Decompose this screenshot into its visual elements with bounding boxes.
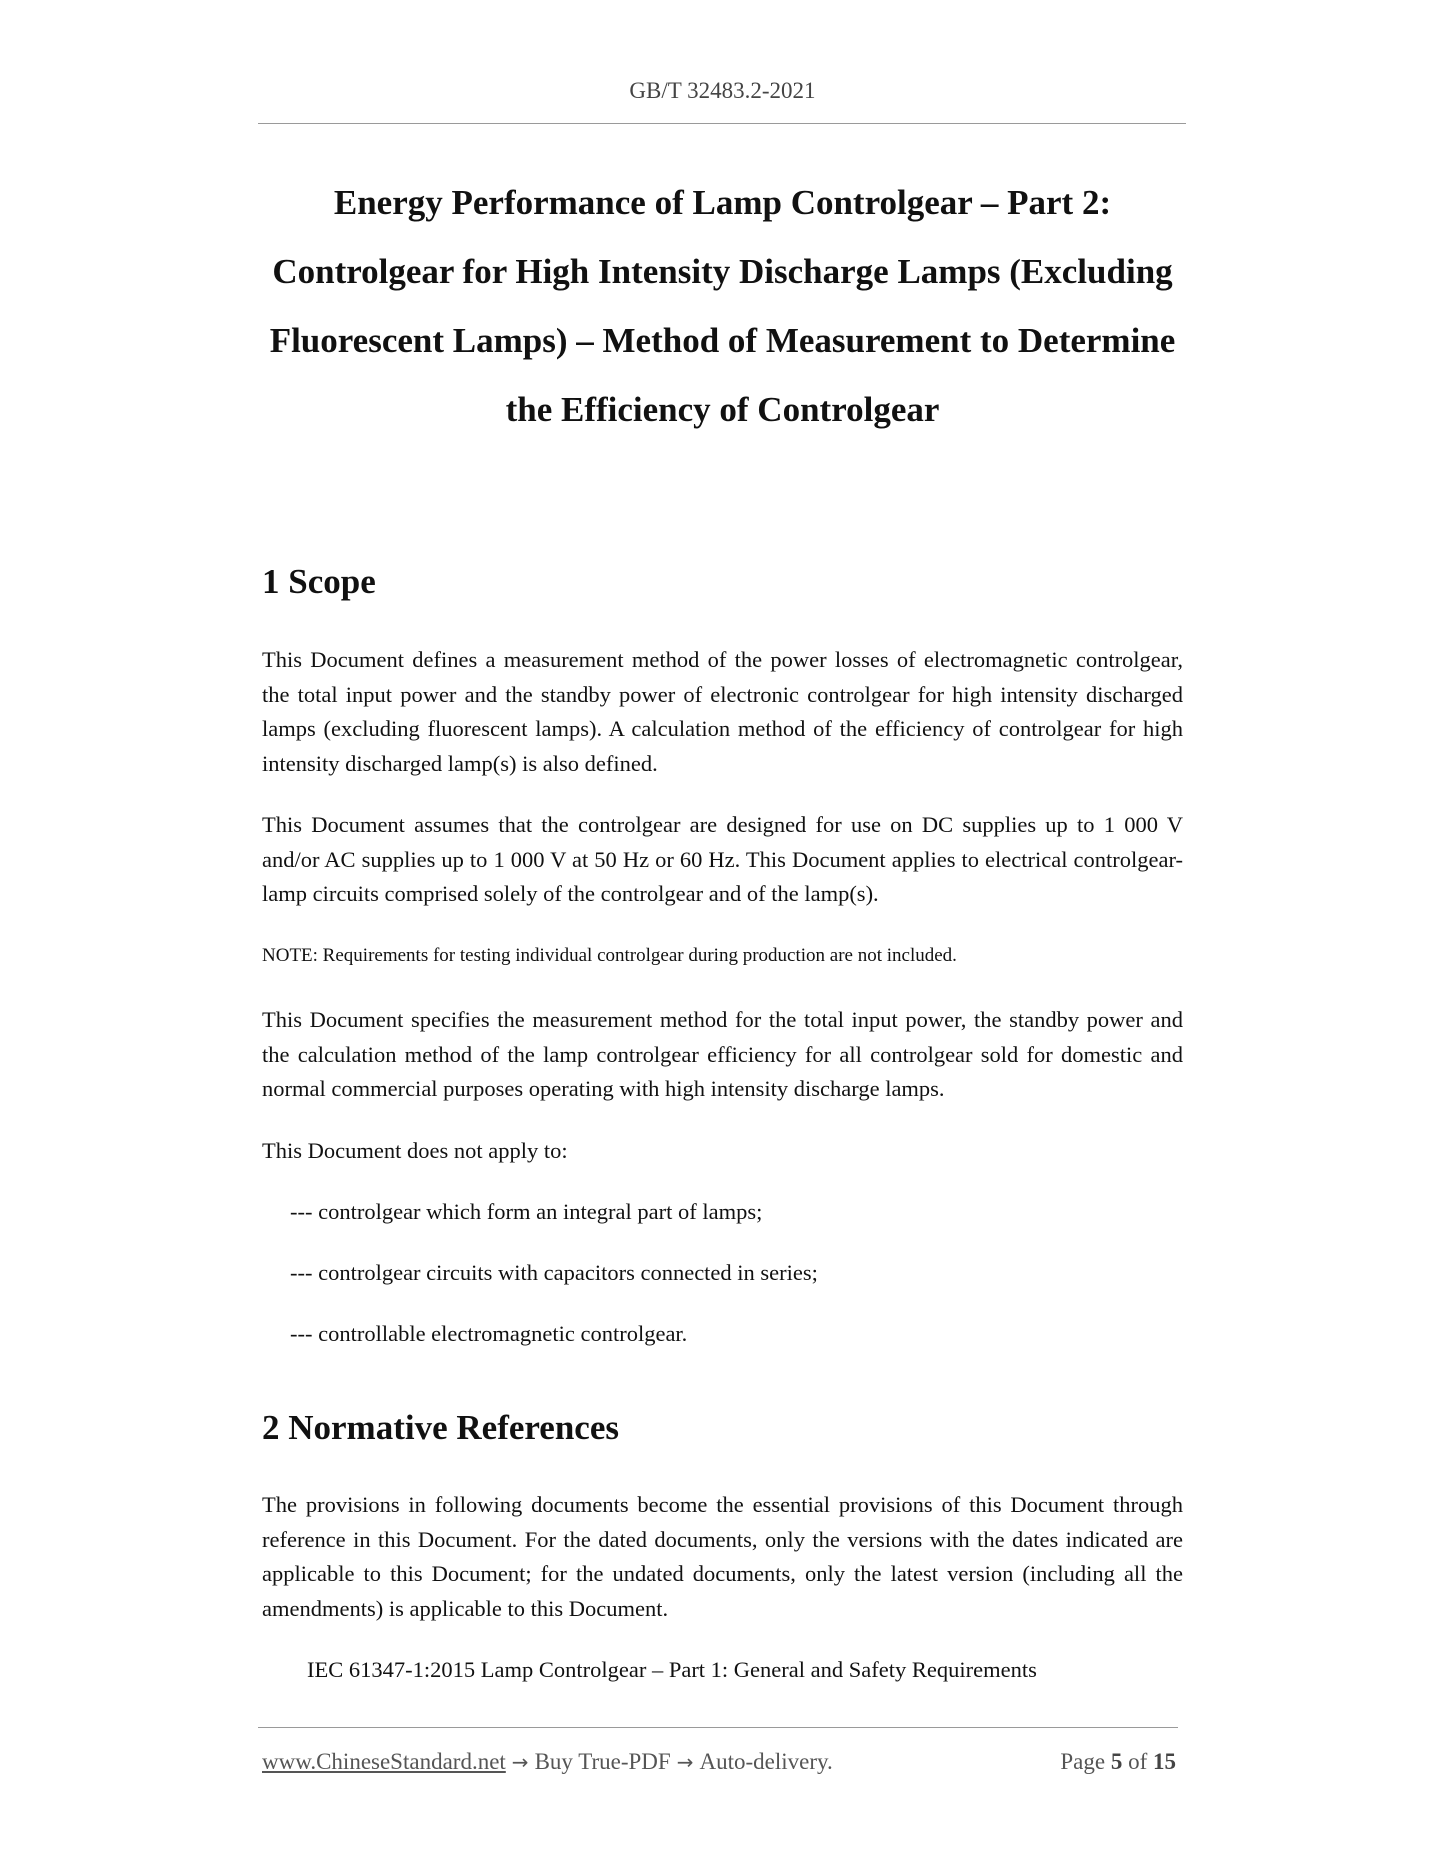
page-label: Page (1060, 1749, 1106, 1774)
header-divider (258, 123, 1186, 124)
total-pages-number: 15 (1153, 1749, 1176, 1774)
scope-paragraph-1: This Document defines a measurement method of the power losses of electromagnetic controlgear, the total input power and the standby power of electronic controlgear for high intensity discharged lamps (excluding fluorescent lamps). A calculation method of the efficiency of controlgear for high intensity discharged lamp(s) is also defined. (262, 647, 1183, 776)
normative-reference-item: IEC 61347-1:2015 Lamp Controlgear – Part 1: General and Safety Requirements (307, 1657, 1037, 1682)
title-line-2: Controlgear for High Intensity Discharge Lamps (Excluding (272, 252, 1173, 291)
section-1-heading: 1 Scope (262, 562, 376, 601)
title-line-4: the Efficiency of Controlgear (505, 390, 940, 429)
footer-divider (258, 1727, 1178, 1728)
scope-note: NOTE: Requirements for testing individual controlgear during production are not included. (262, 945, 957, 966)
buy-true-pdf-text: Buy True-PDF (534, 1749, 671, 1774)
right-arrow-icon: → (676, 1750, 694, 1774)
auto-delivery-text: Auto-delivery. (699, 1749, 833, 1774)
exclusion-list-item: --- controlgear which form an integral part of lamps; (290, 1199, 763, 1224)
title-line-3: Fluorescent Lamps) – Method of Measurement to Determine (269, 321, 1176, 360)
right-arrow-icon: → (511, 1750, 529, 1774)
normative-references-paragraph: The provisions in following documents become the essential provisions of this Document through reference in this Document. For the dated documents, only the versions with the dates indicated are applicable to this Document; for the undated documents, only the latest version (including all the amendments) is applicable to this Document. (262, 1492, 1183, 1621)
scope-paragraph-2: This Document assumes that the controlgear are designed for use on DC supplies up to 1 000 V and/or AC supplies up to 1 000 V at 50 Hz or 60 Hz. This Document applies to electrical controlgear-lamp circuits comprised solely of the controlgear and of the lamp(s). (262, 812, 1183, 906)
current-page-number: 5 (1110, 1749, 1123, 1774)
exclusion-list-item: --- controlgear circuits with capacitors connected in series; (290, 1260, 818, 1285)
exclusion-list-item: --- controllable electromagnetic controlgear. (290, 1321, 688, 1346)
footer-promo (262, 1747, 833, 1777)
section-2-heading: 2 Normative References (262, 1408, 619, 1447)
standard-code-header: GB/T 32483.2-2021 (629, 78, 816, 103)
document-title (255, 168, 1190, 444)
chinesestandard-link[interactable]: www.ChineseStandard.net (262, 1749, 506, 1774)
title-line-1: Energy Performance of Lamp Controlgear – Part 2: (333, 183, 1112, 222)
page-indicator (1060, 1747, 1176, 1777)
of-label: of (1128, 1749, 1148, 1774)
scope-paragraph-4: This Document does not apply to: (262, 1138, 568, 1163)
scope-paragraph-3: This Document specifies the measurement method for the total input power, the standby power and the calculation method of the lamp controlgear efficiency for all controlgear sold for domestic and normal commercial purposes operating with high intensity discharge lamps. (262, 1007, 1183, 1101)
